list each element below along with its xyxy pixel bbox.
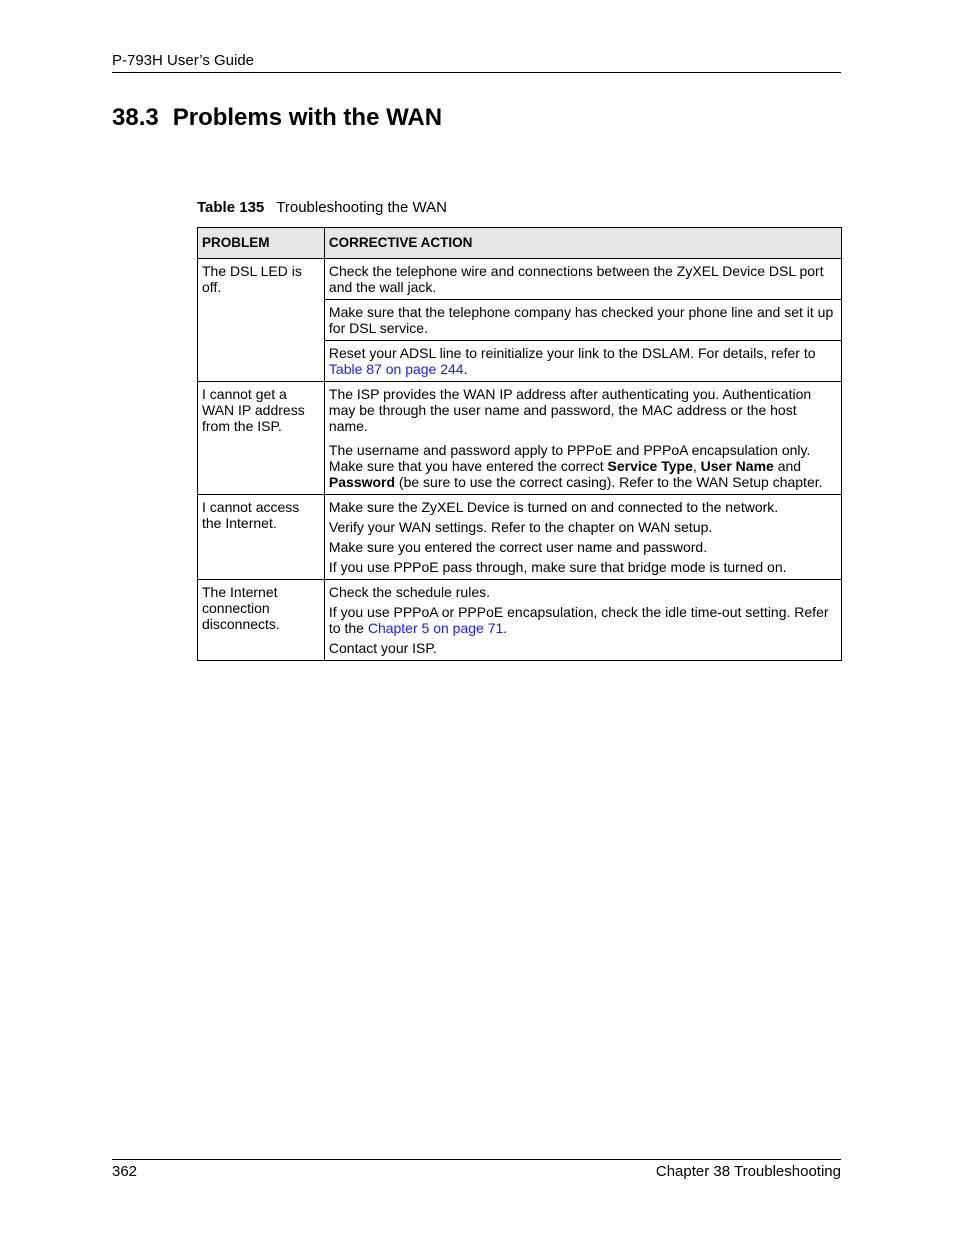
- table-row: [198, 495, 842, 580]
- footer-chapter-title: Chapter 38 Troubleshooting: [655, 1163, 841, 1180]
- table-caption-text: Troubleshooting the WAN: [276, 199, 447, 216]
- action-text-part: ,: [692, 458, 701, 474]
- action-text: The ISP provides the WAN IP address after authenticating you. Authentication may be through the user name and password, the MAC address or the host name.: [328, 386, 812, 434]
- action-text: Check the schedule rules.: [328, 584, 490, 600]
- table-87-link[interactable]: Table 87 on page 244: [328, 361, 464, 377]
- column-header-problem: PROBLEM: [198, 228, 325, 259]
- action-cell: [324, 495, 841, 580]
- table-row: [198, 580, 842, 661]
- action-text-part: and: [773, 458, 802, 474]
- action-text: Make sure the ZyXEL Device is turned on and connected to the network.: [328, 499, 779, 515]
- column-header-corrective-action: CORRECTIVE ACTION: [324, 228, 841, 259]
- action-text-suffix: .: [463, 361, 468, 377]
- table-caption-label: Table 135: [197, 199, 265, 216]
- page-number: 362: [112, 1163, 138, 1180]
- action-text: Verify your WAN settings. Refer to the chapter on WAN setup.: [328, 519, 713, 535]
- action-text-prefix: If you use PPPoA or PPPoE encapsulation, check the idle time-out setting. Refer to the: [328, 604, 829, 636]
- action-cell: [324, 300, 841, 341]
- action-text: Make sure that the telephone company has checked your phone line and set it up for DSL service.: [328, 304, 834, 336]
- action-text-prefix: Reset your ADSL line to reinitialize your link to the DSLAM. For details, refer to: [328, 345, 816, 361]
- chapter-5-link[interactable]: Chapter 5 on page 71: [367, 620, 504, 636]
- action-cell: [324, 382, 841, 495]
- action-text-part: The username and password apply to PPPoE and PPPoA encapsulation only. Make sure that you have entered the correct: [328, 442, 811, 474]
- password-term: Password: [328, 474, 396, 490]
- table-row: [198, 382, 842, 495]
- table-row: [198, 259, 842, 300]
- action-text: If you use PPPoE pass through, make sure that bridge mode is turned on.: [328, 559, 787, 575]
- section-number: 38.3: [112, 104, 159, 131]
- action-text: Make sure you entered the correct user name and password.: [328, 539, 708, 555]
- action-cell: [324, 341, 841, 382]
- action-cell: [324, 580, 841, 661]
- action-text: [329, 345, 837, 377]
- running-header-title: P-793H User’s Guide: [112, 52, 255, 69]
- header-divider: [112, 72, 841, 73]
- table-header-row: [198, 228, 842, 259]
- action-text: [329, 442, 837, 490]
- action-text: [329, 604, 837, 636]
- section-title: Problems with the WAN: [172, 104, 443, 131]
- action-text: Contact your ISP.: [328, 640, 437, 656]
- service-type-term: Service Type: [607, 458, 693, 474]
- action-text-suffix: .: [503, 620, 508, 636]
- problem-cell: I cannot access the Internet.: [198, 495, 325, 580]
- footer-divider: [112, 1159, 841, 1160]
- action-cell: [324, 259, 841, 300]
- problem-cell: I cannot get a WAN IP address from the ISP.: [198, 382, 325, 495]
- section-heading: [112, 104, 442, 132]
- problem-cell: The Internet connection disconnects.: [198, 580, 325, 661]
- problem-cell: The DSL LED is off.: [198, 259, 325, 382]
- action-text: Check the telephone wire and connections between the ZyXEL Device DSL port and the wall jack.: [328, 263, 824, 295]
- user-name-term: User Name: [700, 458, 774, 474]
- action-text-part: (be sure to use the correct casing). Refer to the WAN Setup chapter.: [395, 474, 823, 490]
- troubleshooting-table: [197, 227, 842, 661]
- table-caption: [197, 199, 447, 216]
